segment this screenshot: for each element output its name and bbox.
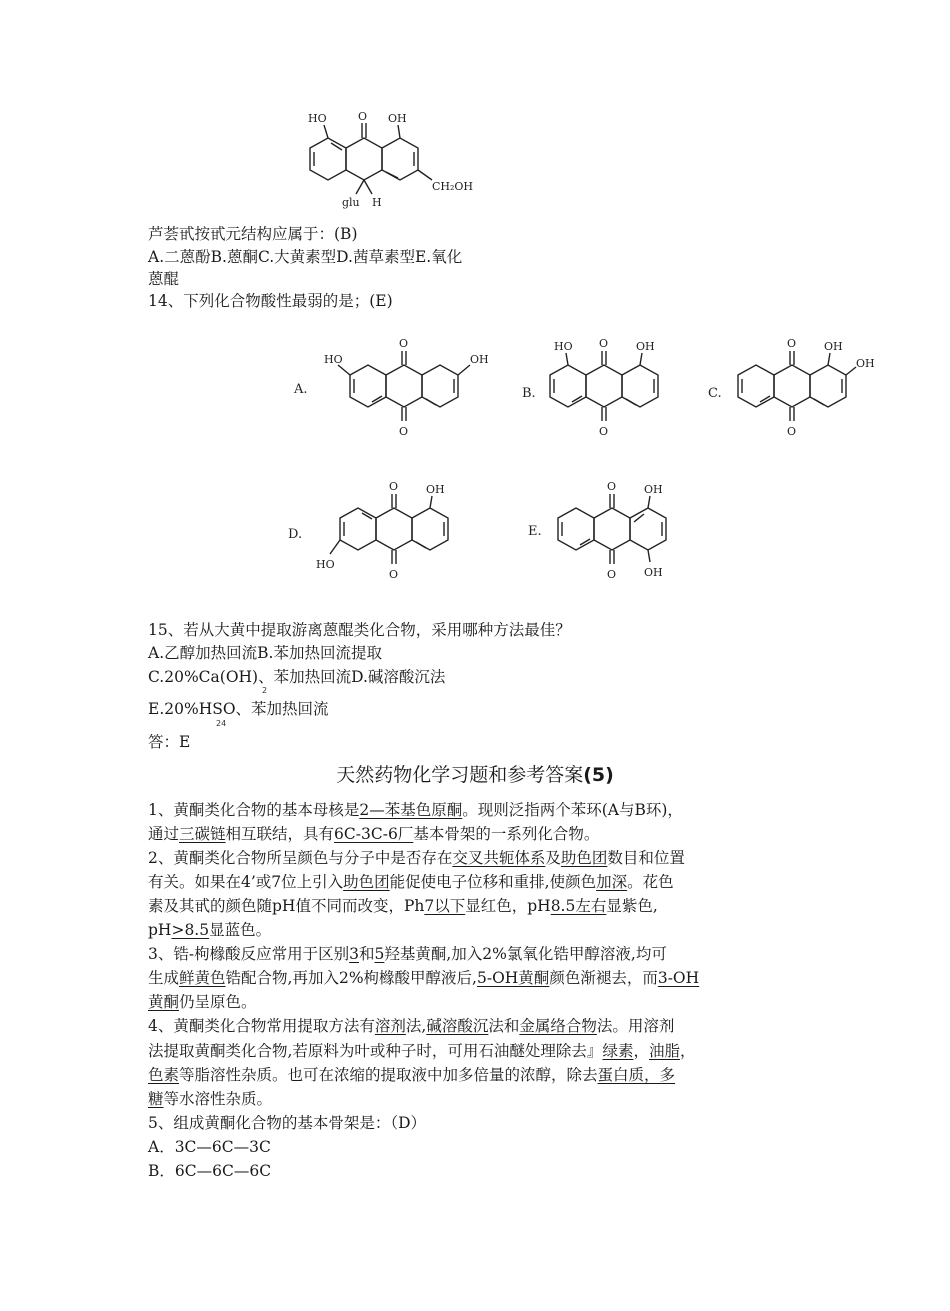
q15-answer: 答：E	[148, 733, 191, 751]
p4-line3: 色素等脂溶性杂质。也可在浓缩的提取液中加多倍量的浓醇，除去蛋白质，多	[148, 1066, 676, 1084]
label-oh: OH	[824, 340, 843, 353]
q13-stem: 芦荟甙按甙元结构应属于：(B)	[148, 225, 358, 243]
label-oh: OH	[644, 566, 663, 579]
label-o: O	[358, 110, 368, 123]
q14-structure-e	[548, 478, 698, 593]
label-ch2oh: CH₂OH	[432, 180, 474, 193]
p4-line4: 糖等水溶性杂质。	[148, 1090, 273, 1108]
p2-line4: pH>8.5显蓝色。	[148, 921, 272, 939]
q5-option-a: A．3C—6C—3C	[148, 1138, 271, 1156]
p2-line3: 素及其甙的颜色随pH值不同而改变，Ph7以下显红色，pH8.5左右显紫色,	[148, 897, 658, 915]
label-o: O	[389, 480, 399, 493]
label-h: H	[372, 196, 382, 209]
q15-stem: 15、若从大黄中提取游离蒽醌类化合物，采用哪种方法最佳？	[148, 621, 571, 639]
p3-line1: 3、锆-枸橼酸反应常用于区别3和5羟基黄酮,加入2%氯氧化锆甲醇溶液,均可	[148, 945, 667, 963]
label-oh: OH	[426, 483, 445, 496]
label-oh: OH	[856, 357, 875, 370]
label-o: O	[399, 425, 409, 438]
p1-line1: 1、黄酮类化合物的基本母核是2—苯基色原酮。现则泛指两个苯环(A与B环)，	[148, 801, 683, 819]
label-o: O	[399, 337, 409, 350]
subscript-2: 2	[262, 686, 268, 695]
q5-option-b: B．6C—6C—6C	[148, 1162, 272, 1180]
ring-middle	[346, 138, 382, 180]
q14-structure-b	[540, 335, 690, 445]
label-o: O	[607, 480, 617, 493]
p3-line3: 黄酮仍呈原色。	[148, 993, 257, 1011]
aloin-structure	[290, 108, 480, 218]
label-ho: HO	[554, 340, 573, 353]
label-ho: HO	[324, 353, 343, 366]
p4-line1: 4、黄酮类化合物常用提取方法有溶剂法,碱溶酸沉法和金属络合物法。用溶剂	[148, 1017, 675, 1035]
q14-option-e-label: E.	[528, 524, 542, 539]
q13-options: A.二蒽酚B.蒽酮C.大黄素型D.茜草素型E.氧化	[148, 248, 463, 266]
q14-option-c-label: C.	[708, 386, 722, 401]
q14-structure-c	[728, 335, 898, 445]
p2-line1: 2、黄酮类化合物所呈颜色与分子中是否存在交叉共轭体系及助色团数目和位置	[148, 849, 685, 867]
q5-stem: 5、组成黄酮化合物的基本骨架是：（D）	[148, 1114, 427, 1132]
q15-options-3: E.20%HSO、苯加热回流	[148, 700, 329, 718]
q14-structure-a	[320, 335, 510, 445]
label-ho: HO	[308, 112, 327, 125]
q14-stem: 14、下列化合物酸性最弱的是；(E)	[148, 292, 393, 310]
label-o: O	[389, 568, 399, 581]
label-oh: OH	[636, 340, 655, 353]
label-o: O	[787, 337, 797, 350]
p2-line2: 有关。如果在4’或7位上引入助色团能促使电子位移和重排,使颜色加深。花色	[148, 873, 674, 891]
label-oh: OH	[388, 112, 407, 125]
label-ho: HO	[316, 558, 335, 571]
ring-right	[382, 138, 418, 180]
p4-line2: 法提取黄酮类化合物,若原料为叶或种子时，可用石油醚处理除去』绿素，油脂，	[148, 1042, 696, 1060]
label-oh: OH	[470, 353, 489, 366]
label-o: O	[599, 337, 609, 350]
label-o: O	[607, 568, 617, 581]
p1-line2: 通过三碳链相互联结，具有6C-3C-6厂基本骨架的一系列化合物。	[148, 825, 600, 843]
q14-option-a-label: A.	[294, 382, 308, 397]
q15-options-2: C.20%Ca(OH)、苯加热回流D.碱溶酸沉法	[148, 668, 446, 686]
ring-left	[310, 138, 346, 180]
section-heading	[0, 760, 950, 787]
label-glu: glu	[342, 196, 360, 209]
q14-option-d-label: D.	[288, 527, 303, 542]
q13-options-cont: 蒽醌	[148, 270, 180, 288]
label-o: O	[599, 425, 609, 438]
q14-option-b-label: B.	[522, 386, 536, 401]
p3-line2: 生成鲜黄色锆配合物,再加入2%枸橼酸甲醇液后,5-OH黄酮颜色渐褪去，而3-OH	[148, 969, 700, 987]
subscript-24: 24	[216, 719, 227, 728]
label-o: O	[787, 425, 797, 438]
section-title: 天然药物化学习题和参考答案	[336, 764, 584, 786]
q14-structure-d	[310, 478, 480, 593]
label-oh: OH	[644, 483, 663, 496]
section-number: (5)	[583, 764, 614, 786]
q15-options-1: A.乙醇加热回流B.苯加热回流提取	[148, 644, 382, 662]
